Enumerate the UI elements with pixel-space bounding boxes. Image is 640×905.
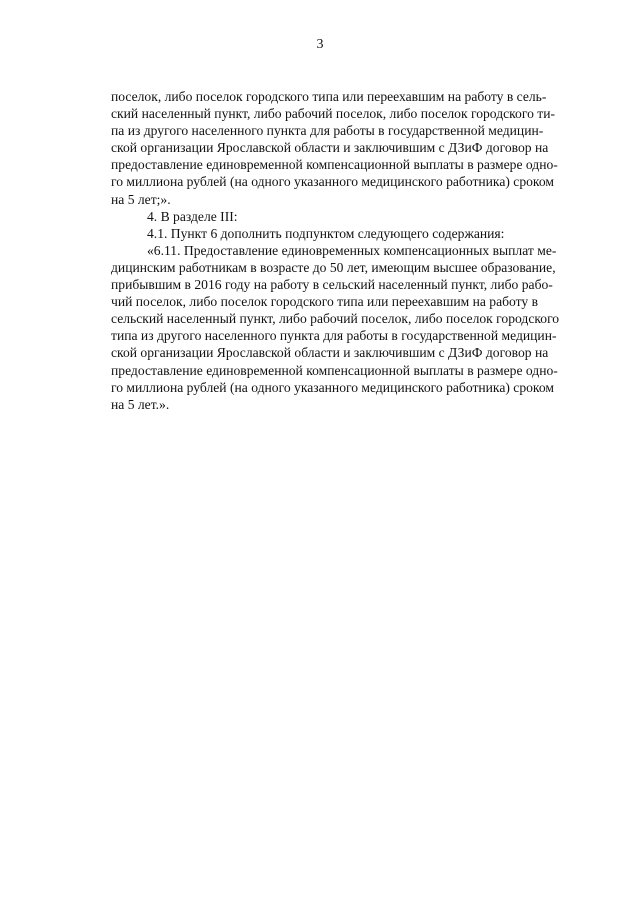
text-line: на 5 лет;». xyxy=(111,191,171,207)
text-line: чий поселок, либо поселок городского типа или переехавшим на работу в xyxy=(111,294,539,310)
text-line: 4. В разделе III: xyxy=(147,208,238,224)
text-line: на 5 лет.». xyxy=(111,396,170,412)
text-line: 4.1. Пункт 6 дополнить подпунктом следующего содержания: xyxy=(147,225,505,241)
text-line: поселок, либо поселок городского типа или переехавшим на работу в сель- xyxy=(111,89,547,104)
text-line: па из другого населенного пункта для работы в государственной медицин- xyxy=(111,123,544,139)
text-line: предоставление единовременной компенсационной выплаты в размере одно- xyxy=(111,157,558,173)
text-line: «6.11. Предоставление единовременных компенсационных выплат ме- xyxy=(147,242,557,258)
page-number: 3 xyxy=(316,37,324,52)
text-line: прибывшим в 2016 году на работу в сельский населенный пункт, либо рабо- xyxy=(111,277,553,293)
text-line: типа из другого населенного пункта для работы в государственной медицин- xyxy=(111,328,557,344)
text-line: ский населенный пункт, либо рабочий поселок, либо поселок городского ти- xyxy=(111,106,556,122)
text-line: ской организации Ярославской области и заключившим с ДЗиФ договор на xyxy=(111,140,549,156)
text-line: го миллиона рублей (на одного указанного медицинского работника) сроком xyxy=(111,379,554,395)
text-line: ской организации Ярославской области и заключившим с ДЗиФ договор на xyxy=(111,345,549,361)
text-line: предоставление единовременной компенсационной выплаты в размере одно- xyxy=(111,362,558,378)
text-line: дицинским работникам в возрасте до 50 лет, имеющим высшее образование, xyxy=(111,259,556,275)
document-body-text xyxy=(111,88,560,413)
text-line: сельский населенный пункт, либо рабочий поселок, либо поселок городского xyxy=(111,311,560,327)
text-line: го миллиона рублей (на одного указанного медицинского работника) сроком xyxy=(111,174,554,190)
